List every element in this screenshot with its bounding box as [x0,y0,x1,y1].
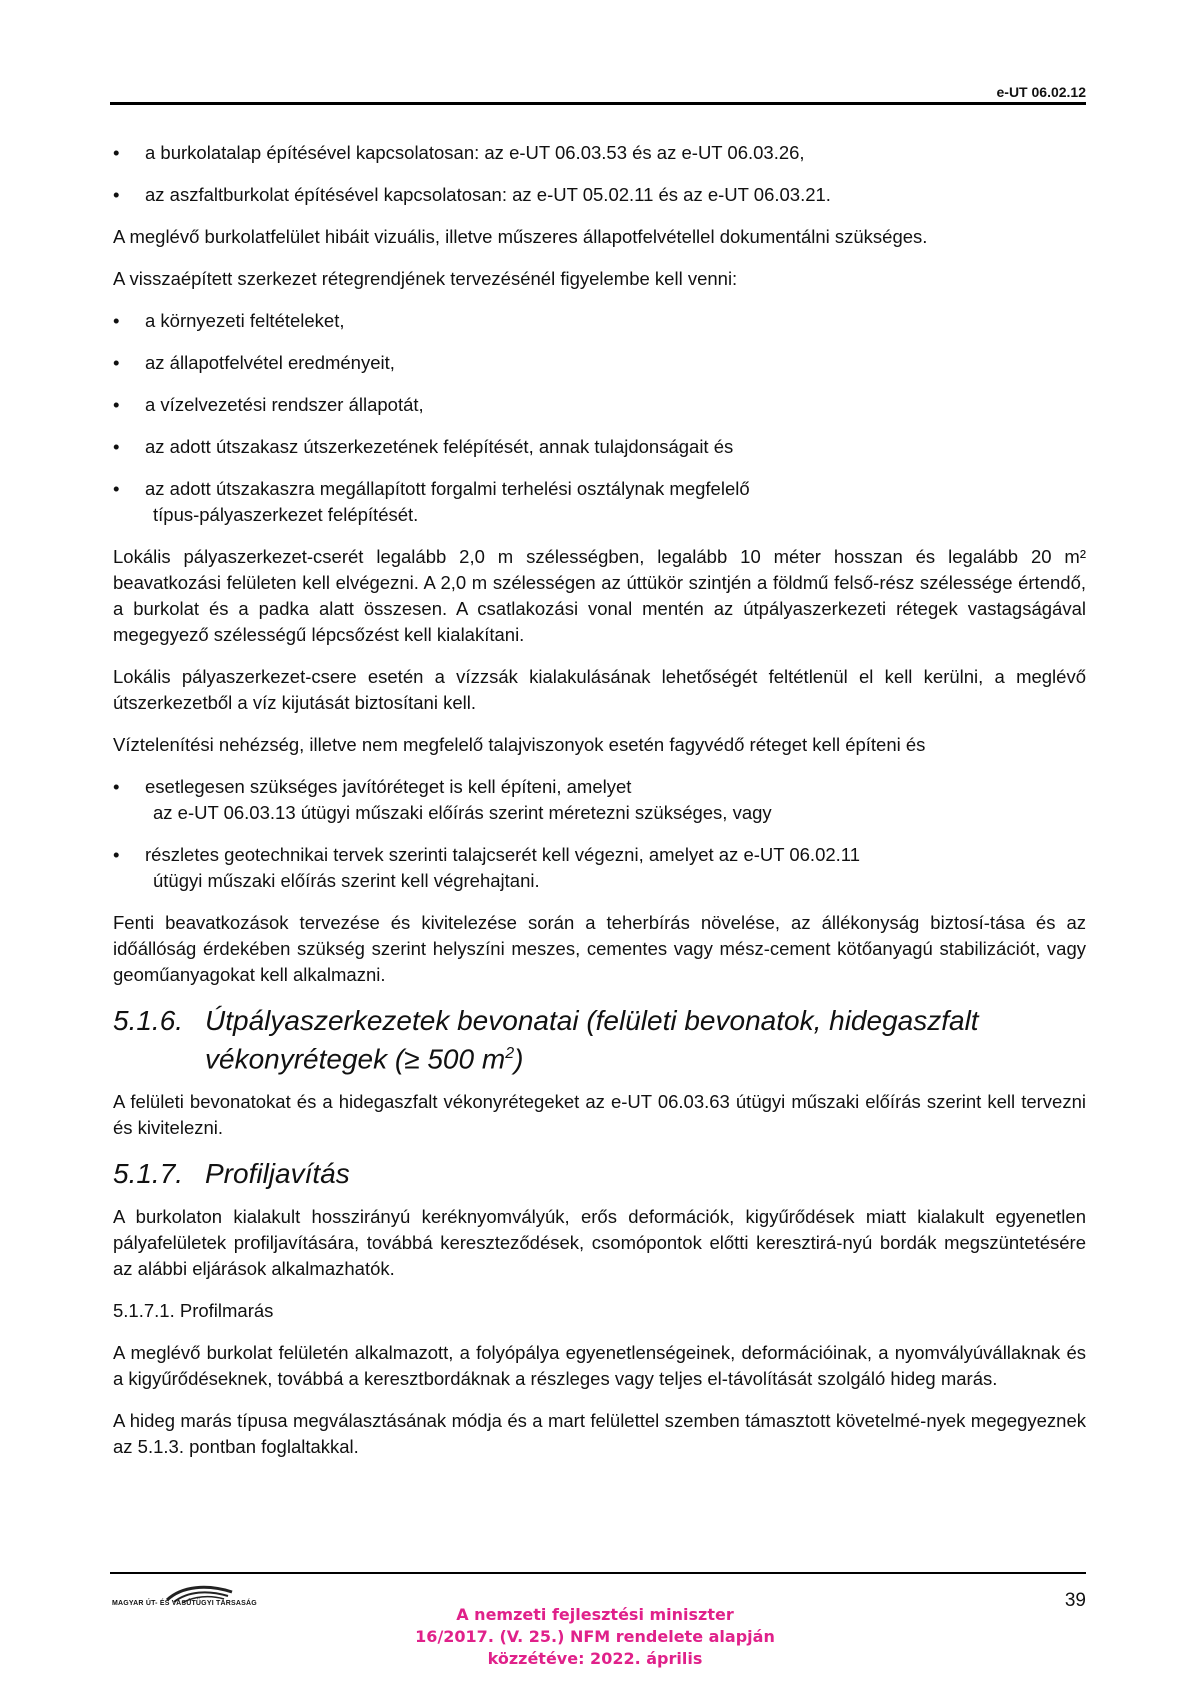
list-item [113,434,1086,460]
list-item [113,140,1086,166]
list-item-text: a környezeti feltételeket, [145,310,345,331]
list-item-text: az aszfaltburkolat építésével kapcsolatosan: az e-UT 05.02.11 és az e-UT 06.03.21. [145,184,831,205]
paragraph: Lokális pályaszerkezet-csere esetén a vízzsák kialakulásának lehetőségét feltétlenül el kell kerülni, a meglévő útszerkezetből a víz kijutását biztosítani kell. [113,666,1086,713]
list-item [113,774,1086,826]
paragraph: A hideg marás típusa megválasztásának módja és a mart felülettel szemben támasztott követelmé-nyek megegyeznek az 5.1.3. pontban foglaltakkal. [113,1410,1086,1458]
list-item-text: a vízelvezetési rendszer állapotát, [145,394,424,415]
bullet: • [113,478,120,499]
list-item [113,308,1086,334]
list-item [113,392,1086,418]
list-item-line: az adott útszakaszra megállapított forgalmi terhelési osztálynak megfelelő [145,478,750,499]
logo-text: MAGYAR ÚT- ÉS VASÚTÜGYI TÁRSASÁG [112,1600,257,1607]
list-item-line: útügyi műszaki előírás szerint kell végrehajtani. [153,870,540,891]
bullet: • [113,436,120,457]
paragraph: Lokális pályaszerkezet-cserét legalább 2,0 m szélességben, legalább 10 méter hosszan és legalább 20 m² beavatkozási felületen kell elvégezni. A 2,0 m szélességen az úttükör szintjén a földmű felső-rész szélessége értendő, a burkolat és a padka alatt összesen. A csatlakozási vonal mentén az útpályaszerkezeti rétegek vastagságával megegyező szélességű lépcsőzést kell kialakítani. [113,546,1086,645]
bullet: • [113,776,120,797]
section-heading-5-1-7 [113,1157,1086,1190]
section-heading-5-1-6 [113,1004,1086,1075]
section-number: 5.1.7. [113,1158,184,1190]
list-item-line: esetlegesen szükséges javítóréteget is kell építeni, amelyet [145,776,632,797]
section-number: 5.1.6. [113,1005,184,1036]
paragraph: A visszaépített szerkezet rétegrendjének tervezésénél figyelembe kell venni: [113,268,738,289]
list-item [113,476,1086,528]
subsection-heading-5-1-7-1: 5.1.7.1. Profilmarás [113,1300,274,1322]
header-rule [110,102,1086,105]
section-title-end: ) [514,1043,524,1075]
list-item-text: az állapotfelvétel eredményeit, [145,352,395,373]
footer-rule [110,1572,1086,1574]
superscript: 2 [505,1045,515,1062]
section-title [205,1004,1086,1075]
list-item-line: az e-UT 06.03.13 útügyi műszaki előírás szerint méretezni szükséges, vagy [153,802,772,823]
section-title-line: Útpályaszerkezetek bevonatai (felületi bevonatok, hidegaszfalt [205,1005,979,1036]
paragraph: Fenti beavatkozások tervezése és kivitelezése során a teherbírás növelése, az állékonyság biztosí-tása és az időállóság érdekében szükség szerint helyszíni meszes, cementes vagy mész-cement kötőanyagú stabilizációt, vagy geoműanyagokat kell alkalmazni. [113,912,1086,985]
bullet: • [113,310,120,331]
list-item-line: típus-pályaszerkezet felépítését. [153,504,419,525]
list-item-text: az adott útszakasz útszerkezetének felépítését, annak tulajdonságait és [145,436,734,457]
bullet: • [113,844,120,865]
list-item [113,842,1086,894]
stamp-line: A nemzeti fejlesztési miniszter [456,1605,734,1624]
stamp-line: 16/2017. (V. 25.) NFM rendelete alapján [415,1627,775,1646]
paragraph: A burkolaton kialakult hosszirányú keréknyomvályúk, erős deformációk, kigyűrődések miatt kialakult egyenetlen pályafelületek profiljavítására, továbbá kereszteződések, csomópontok előtti keresztirá-nyú bordák megszüntetésére az alábbi eljárások alkalmazhatók. [113,1206,1086,1280]
list-item [113,182,1086,208]
paragraph: A felületi bevonatokat és a hidegaszfalt vékonyrétegeket az e-UT 06.03.63 útügyi műszaki előírás szerint kell tervezni és kivitelezni. [113,1091,1086,1139]
bullet: • [113,142,120,163]
paragraph: A meglévő burkolat felületén alkalmazott, a folyópálya egyenetlenségeinek, deformációinak, a nyomvályúvállaknak és a kigyűrődéseknek, továbbá a keresztbordáknak a részleges vagy teljes el-távolítását szolgáló hideg marás. [113,1342,1086,1390]
page-number: 39 [1064,1590,1086,1611]
paragraph: A meglévő burkolatfelület hibáit vizuális, illetve műszeres állapotfelvétellel dokumentálni szükséges. [113,226,928,247]
document-code: e-UT 06.02.12 [996,84,1086,100]
list-item-line: részletes geotechnikai tervek szerinti talajcserét kell végezni, amelyet az e-UT 06.02.11 [145,844,860,865]
bullet: • [113,184,120,205]
publication-stamp [0,1604,1190,1670]
list-item [113,350,1086,376]
page-content [113,140,1086,1476]
bullet: • [113,394,120,415]
section-title-line: vékonyrétegek (≥ 500 m [205,1043,506,1075]
list-item-text: a burkolatalap építésével kapcsolatosan: az e-UT 06.03.53 és az e-UT 06.03.26, [145,142,805,163]
bullet: • [113,352,120,373]
stamp-line: közzétéve: 2022. április [487,1649,703,1668]
paragraph: Víztelenítési nehézség, illetve nem megfelelő talajviszonyok esetén fagyvédő réteget kell építeni és [113,734,926,755]
section-title: Profiljavítás [205,1158,350,1190]
